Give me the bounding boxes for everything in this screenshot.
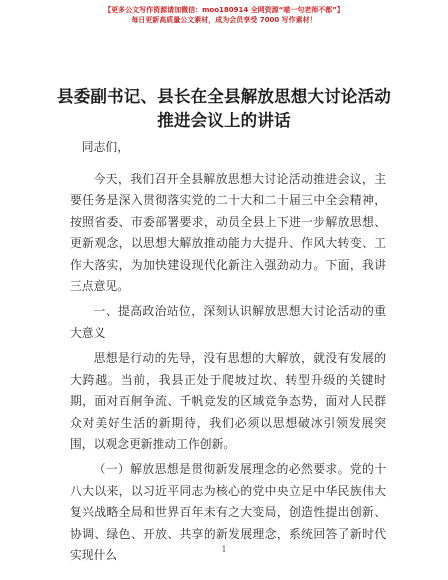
promo-banner (0, 5, 448, 25)
document-title-line2: 推进会议上的讲话 (157, 111, 291, 130)
paragraph-subsection-1: （一）解放思想是贯彻新发展理念的必然要求。党的十八大以来，以习近平同志为核心的党中央立足中华民族伟大复兴战略全局和世界百年未有之大变局，创造性提出创新、协调、绿色、开放、共享的新发展理念，系统回答了新时代实现什么 (70, 462, 386, 563)
promo-banner-line1: 【更多公文写作资源请加微信：moo180914 全网资源“喵一句老师不都”】 (104, 6, 344, 14)
paragraph-thought: 思想是行动的先导，没有思想的大解放，就没有发展的大跨越。当前，我县正处于爬坡过坎、转型升级的关键时期，面对百舸争流、千帆竞发的区域竞争态势，面对人民群众对美好生活的新期待，我们必须以思想破冰引领发展突围，以观念更新推动工作创新。 (70, 351, 386, 452)
document-title (40, 85, 408, 133)
section-heading-1: 一、提高政治站位，深刻认识解放思想大讨论活动的重大意义 (70, 304, 386, 340)
promo-banner-line2: 每日更新高质量公文素材，成为会员享受 7000 写作素材！ (131, 16, 317, 24)
document-body (70, 137, 386, 571)
document-title-line1: 县委副书记、县长在全县解放思想大讨论活动 (57, 87, 391, 106)
page-number: 1 (221, 545, 227, 554)
paragraph-intro: 今天，我们召开全县解放思想大讨论活动推进会议，主要任务是深入贯彻落实党的二十大和二十届三中全会精神，按照省委、市委部署要求，动员全县上下进一步解放思想、更新观念，以思想大解放推动能力大提升、作风大转变、工作大落实，为加快建设现代化新注入强劲动力。下面，我讲三点意见。 (70, 171, 386, 293)
salutation: 同志们， (81, 140, 129, 154)
